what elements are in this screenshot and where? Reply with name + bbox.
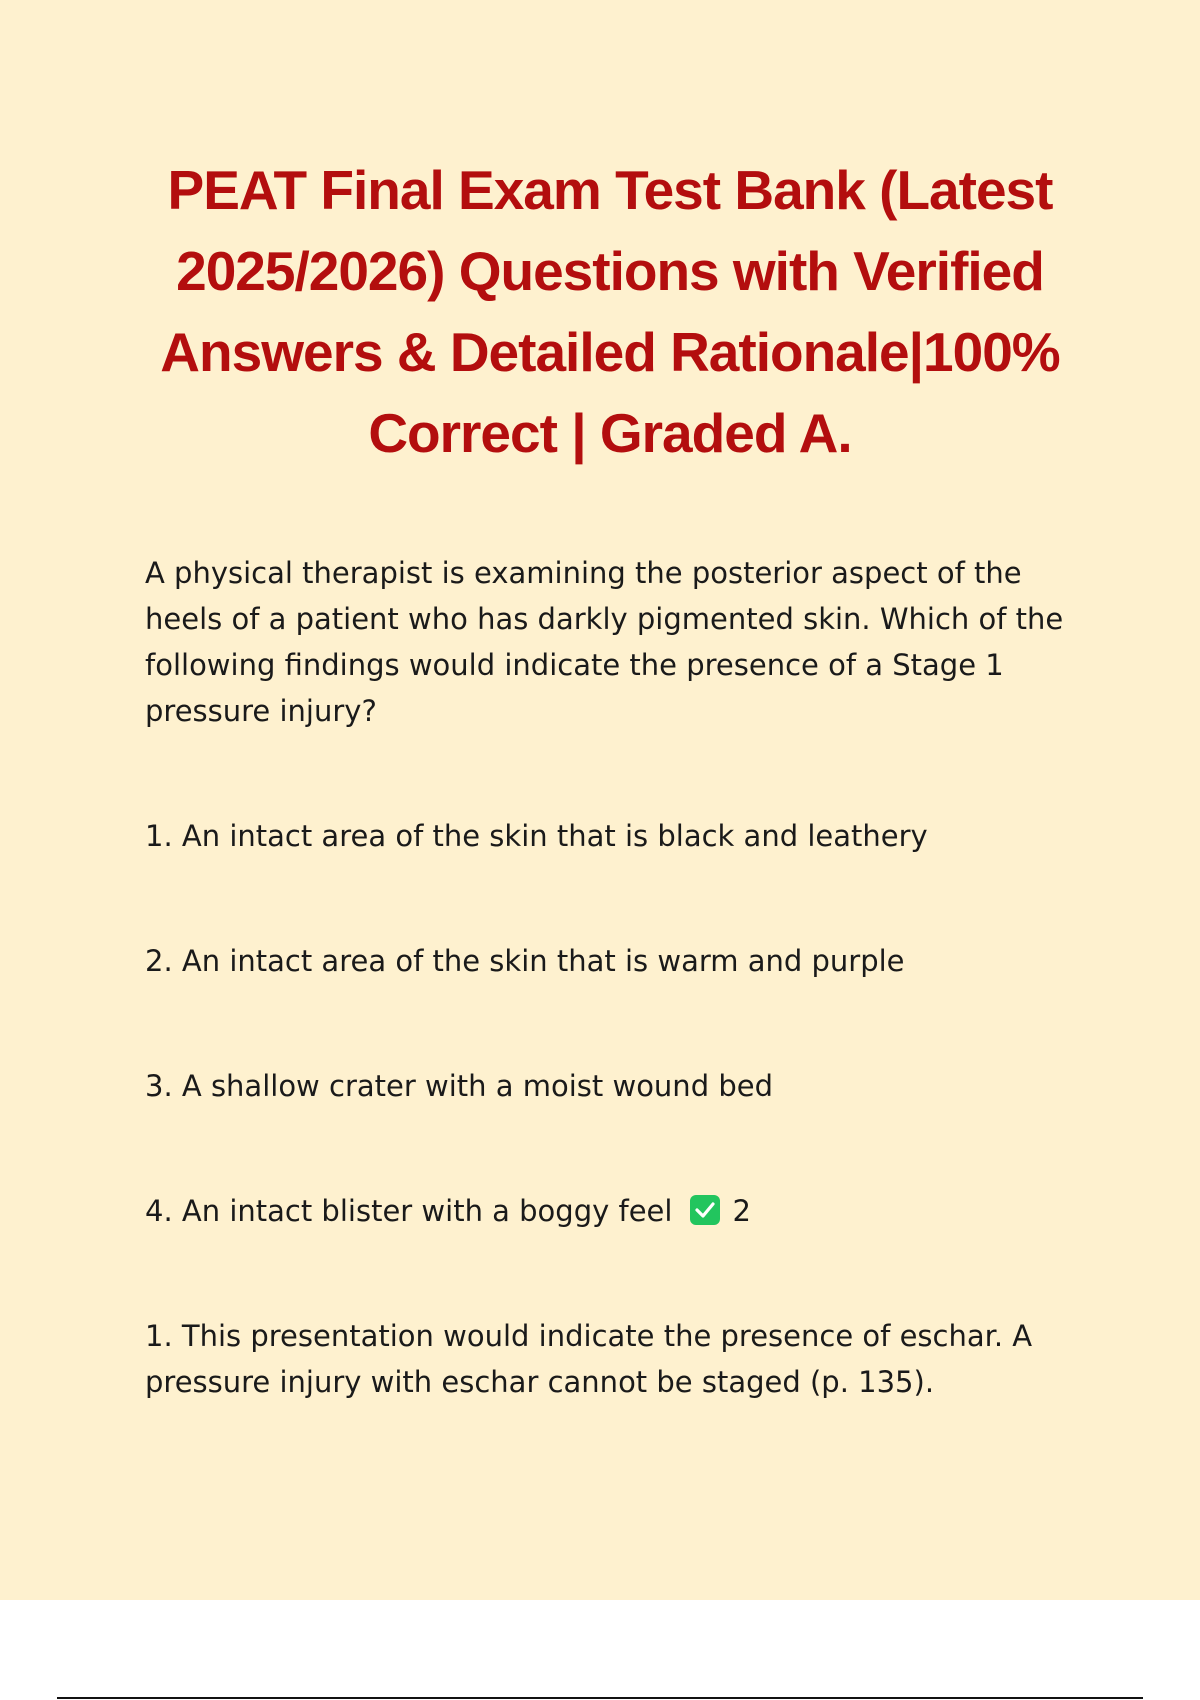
footer-divider [57,1697,1143,1699]
rationale-text: 1. This presentation would indicate the presence of eschar. A pressure injury with eschar cannot be staged (p. 135). [145,1319,1033,1399]
document-title: PEAT Final Exam Test Bank (Latest 2025/2026) Questions with Verified Answers & Detailed Rationale|100% Correct | Graded A. [160,159,1060,464]
correct-answer: 2 [732,1194,751,1228]
question-text: A physical therapist is examining the posterior aspect of the heels of a patient who has darkly pigmented skin. Which of the following findings would indicate the presence of a Stage 1 pressure injury? [145,556,1064,728]
answer-option-4: 4. An intact blister with a boggy feel [145,1194,673,1228]
answer-option-2: 2. An intact area of the skin that is warm and purple [145,944,905,978]
answer-option-3: 3. A shallow crater with a moist wound bed [145,1069,773,1103]
check-mark-icon [690,1195,720,1225]
answer-option-4-row [145,1188,1105,1234]
answer-option-1: 1. An intact area of the skin that is black and leathery [145,819,928,853]
